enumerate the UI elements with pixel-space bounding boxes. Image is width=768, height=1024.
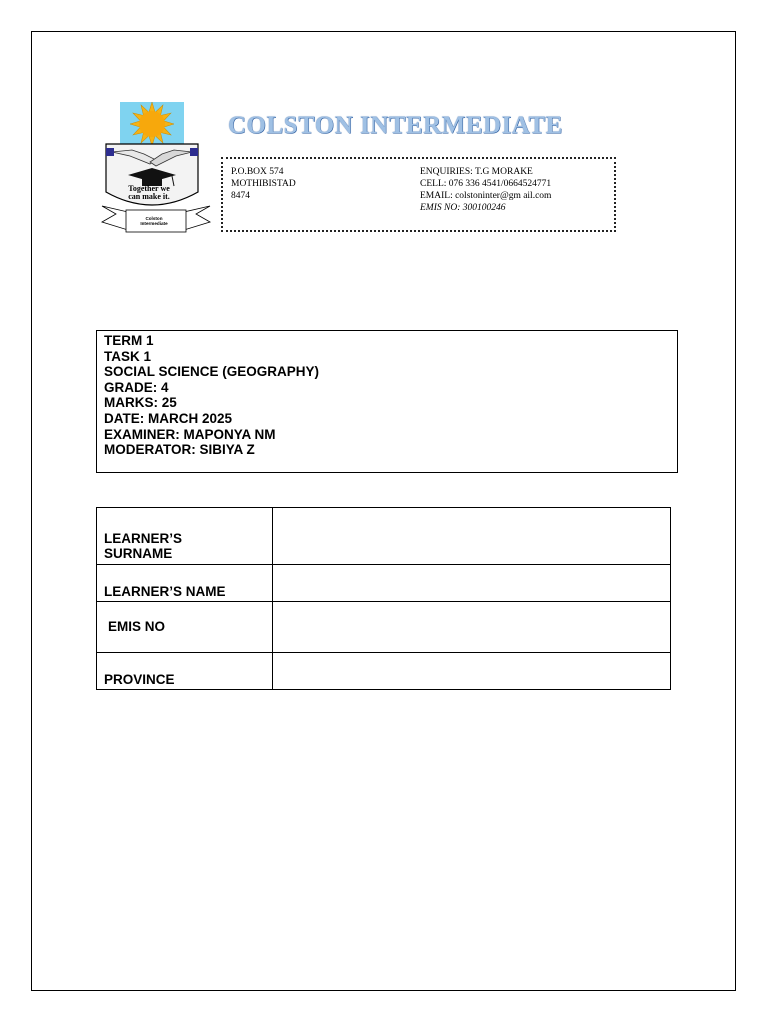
task: TASK 1: [104, 348, 152, 364]
town: MOTHIBISTAD: [231, 179, 296, 189]
cell-number: CELL: 076 336 4541/0664524771: [420, 179, 552, 189]
emis-label: EMIS NO: [97, 602, 273, 653]
learner-details-table: [96, 507, 671, 690]
date: DATE: MARCH 2025: [104, 410, 233, 426]
name-field[interactable]: [272, 565, 670, 602]
contact-details: [420, 166, 551, 214]
term: TERM 1: [104, 333, 154, 348]
subject: SOCIAL SCIENCE (GEOGRAPHY): [104, 364, 320, 380]
email: EMAIL: colstoninter@gm ail.com: [420, 191, 552, 201]
enquiries: ENQUIRIES: T.G MORAKE: [420, 167, 533, 177]
province-label: PROVINCE: [97, 653, 273, 690]
table-row: [97, 602, 671, 653]
postal-code: 8474: [231, 191, 250, 201]
table-row: [97, 653, 671, 690]
po-box: P.O.BOX 574: [231, 167, 284, 177]
grade: GRADE: 4: [104, 379, 169, 395]
school-name: COLSTON INTERMEDIATE: [228, 112, 563, 139]
surname-field[interactable]: [272, 508, 670, 565]
postal-address: [231, 166, 296, 202]
contact-box: [221, 157, 616, 232]
emis-field[interactable]: [272, 602, 670, 653]
assessment-info-box: [96, 330, 678, 473]
marks: MARKS: 25: [104, 395, 177, 411]
moderator: MODERATOR: SIBIYA Z: [104, 442, 255, 458]
name-label: LEARNER’S NAME: [97, 565, 273, 602]
examiner: EXAMINER: MAPONYA NM: [104, 426, 276, 442]
emis-number: EMIS NO: 300100246: [420, 203, 506, 213]
logo-motto: Together we can make it.: [128, 184, 170, 201]
surname-label: LEARNER’S SURNAME: [97, 508, 273, 565]
logo-banner-text: Colston Intermediate: [140, 216, 168, 226]
table-row: [97, 508, 671, 565]
table-row: [97, 565, 671, 602]
province-field[interactable]: [272, 653, 670, 690]
